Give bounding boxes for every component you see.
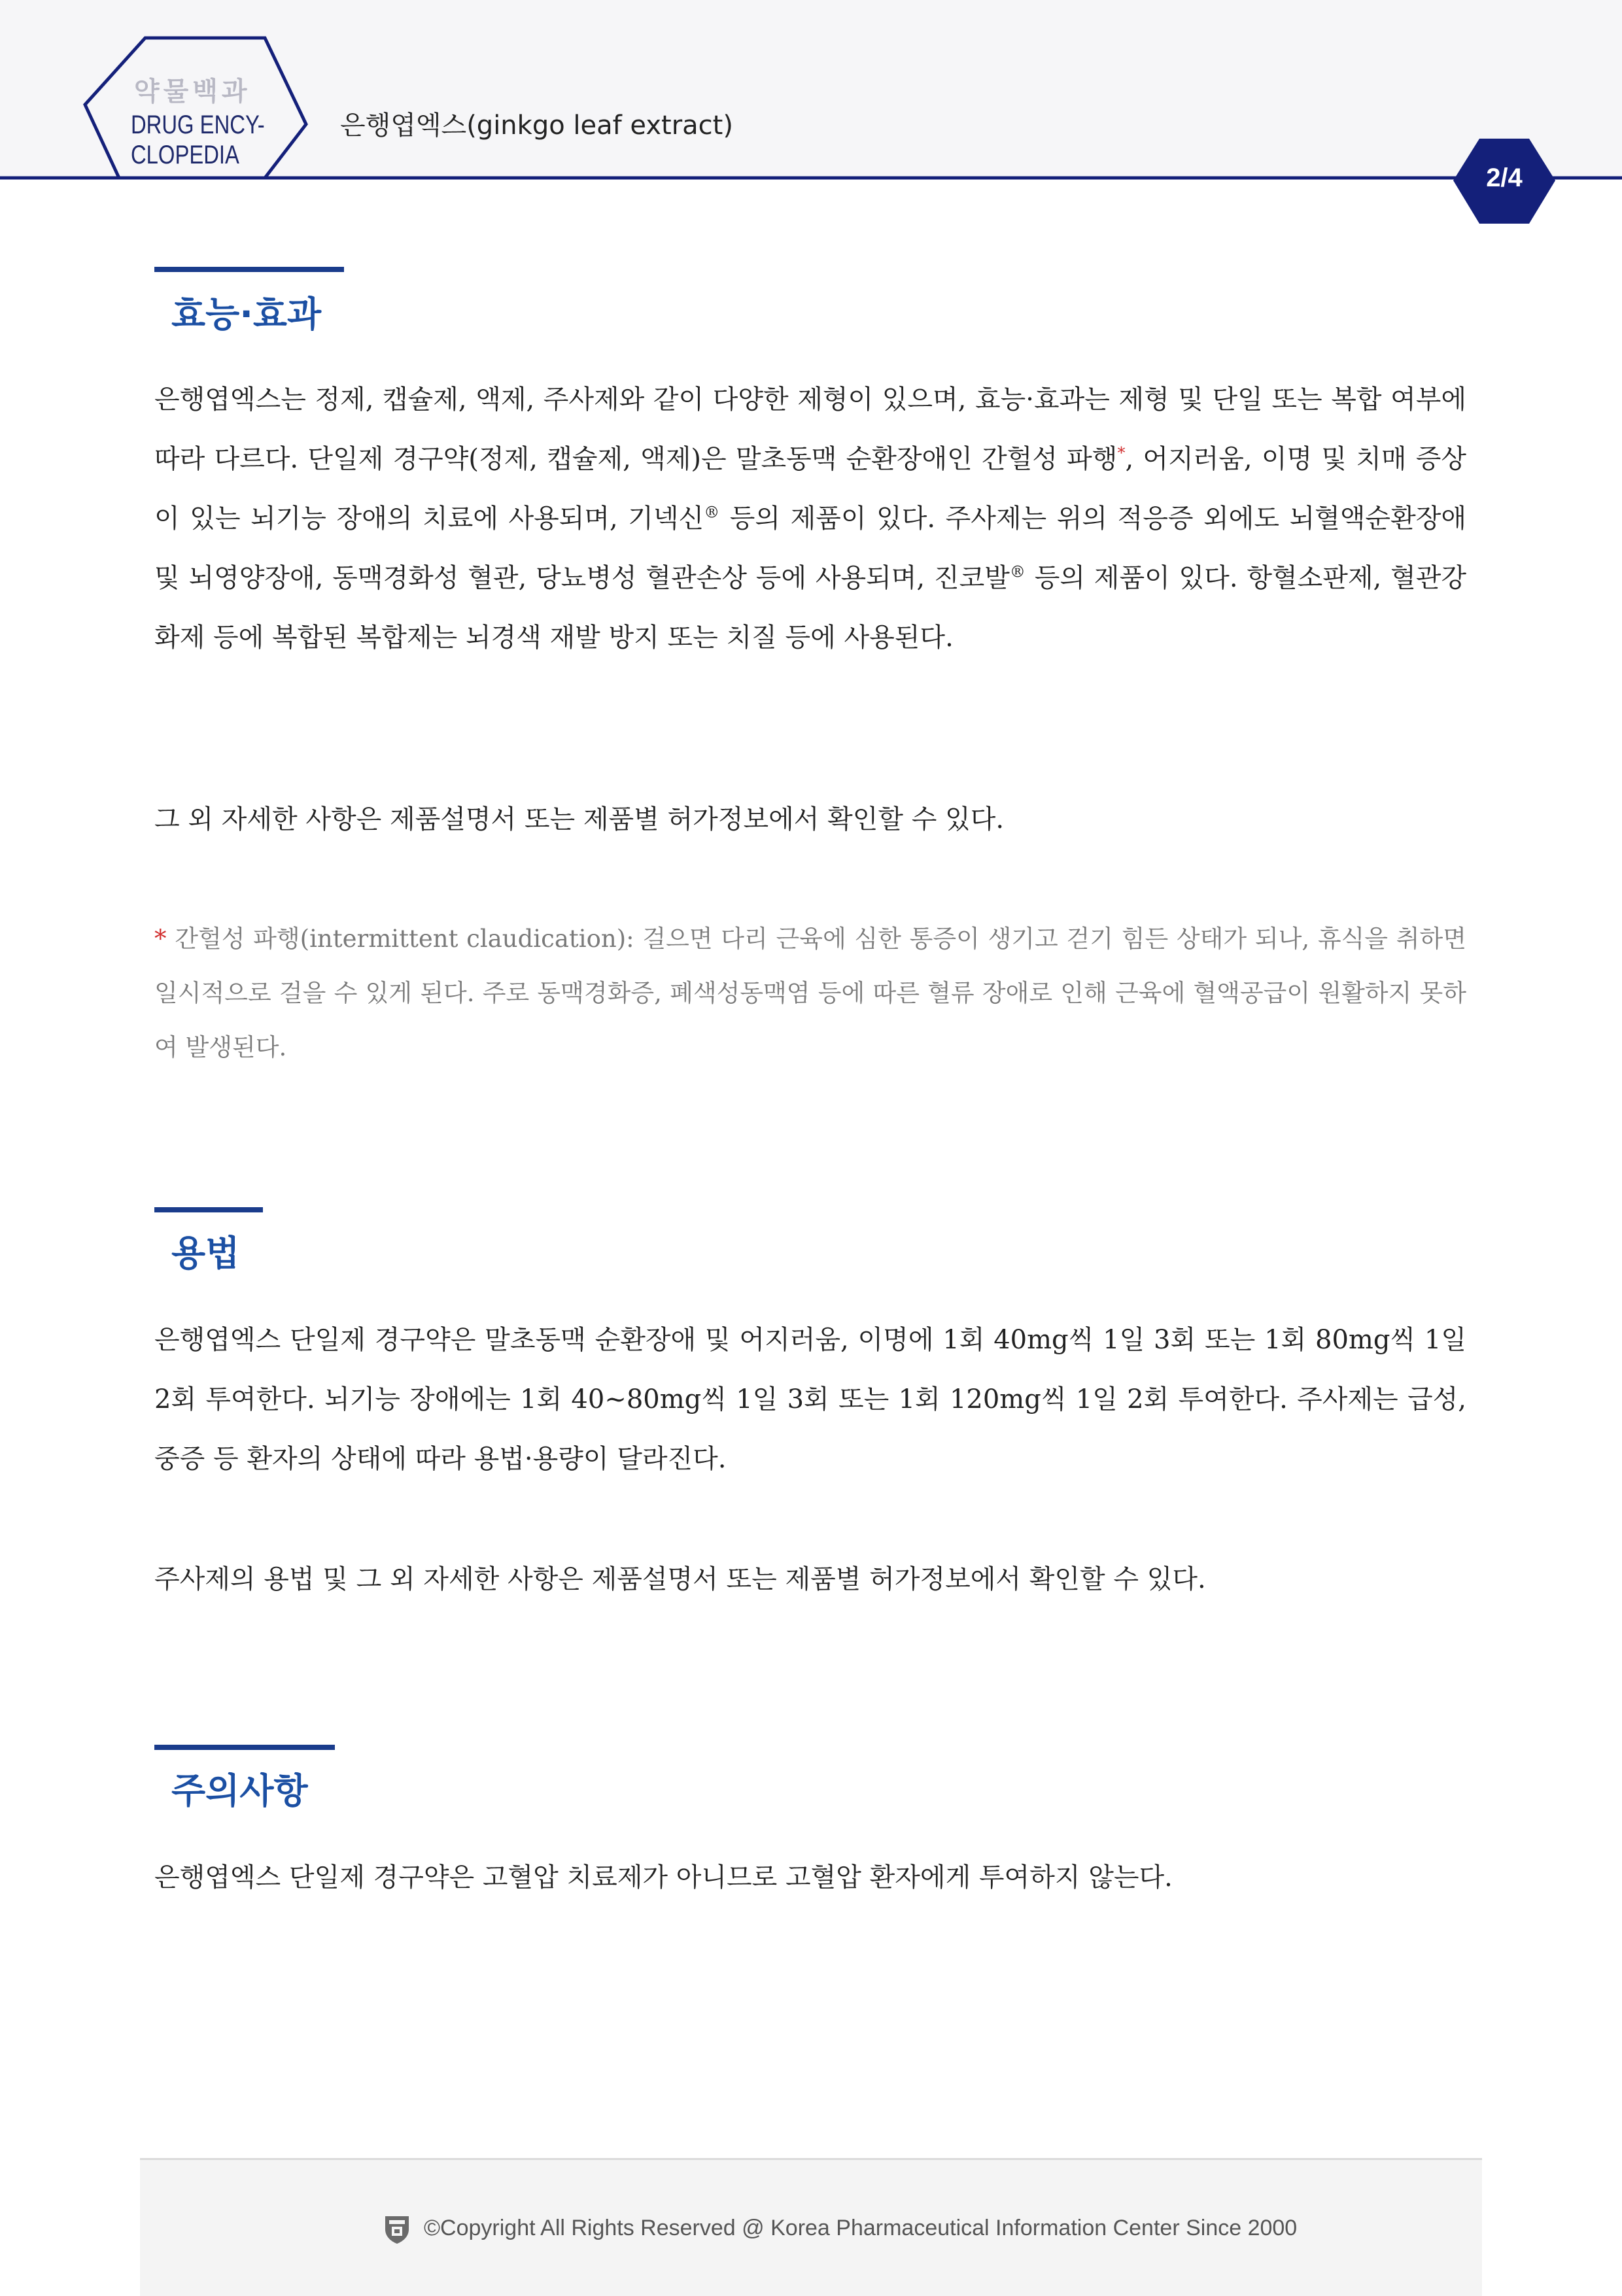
kpic-emblem-icon [383,2214,411,2245]
dosage-reference-paragraph: 주사제의 용법 및 그 외 자세한 사항은 제품설명서 또는 제품별 허가정보에서 확인할 수 있다. [154,1564,1206,1594]
logo-english [131,110,270,170]
logo-english-line2: CLOPEDIA [131,141,239,169]
page-number: 2/4 [1486,163,1523,192]
registered-mark: ® [1009,562,1026,581]
footnote-marker: * [1117,443,1126,462]
document-title: 은행엽엑스(ginkgo leaf extract) [340,111,733,141]
efficacy-text-b: , 어지러움, 이명 및 치매 증상이 있는 뇌기능 장애의 치료에 사용되며, 기넥신 [154,444,1466,534]
section-bar-dosage [154,1207,263,1212]
precautions-paragraph: 은행엽엑스 단일제 경구약은 고혈압 치료제가 아니므로 고혈압 환자에게 투여하지 않는다. [154,1862,1173,1893]
dosage-paragraph: 은행엽엑스 단일제 경구약은 말초동맥 순환장애 및 어지러움, 이명에 1회 40mg씩 1일 3회 또는 1회 80mg씩 1일 2회 투여한다. 뇌기능 장애에는 1회 40~80mg씩 1일 3회 또는 1회 120mg씩 1일 2회 투여한다. 주사제는 급성, 중증 등 환자의 상태에 따라 용법·용량이 달라진다. [154,1325,1466,1474]
logo-korean: 약물백과 [134,77,251,107]
footnote-star: * [154,925,167,953]
section-title-dosage: 용법 [171,1233,240,1274]
registered-mark: ® [704,503,720,522]
footnote [154,912,1466,1074]
section-title-precautions: 주의사항 [171,1770,308,1811]
efficacy-paragraph [154,370,1466,668]
section-bar-precautions [154,1745,335,1750]
copyright-text: ©Copyright All Rights Reserved @ Korea Pharmaceutical Information Center Since 2000 [424,2216,1298,2240]
efficacy-text-c: 등의 제품이 있다. 주사제는 위의 적응증 외에도 뇌혈액순환장애 및 뇌영양장애, 동맥경화성 혈관, 당뇨병성 혈관손상 등에 사용되며, 진코발 [154,504,1466,593]
efficacy-text-a: 은행엽엑스는 정제, 캡슐제, 액제, 주사제와 같이 다양한 제형이 있으며, 효능·효과는 제형 및 단일 또는 복합 여부에 따라 다르다. 단일제 경구약(정제, 캡슐제, 액제)은 말초동맥 순환장애인 간헐성 파행 [154,385,1466,474]
logo-english-line1: DRUG ENCY- [131,111,265,139]
efficacy-text-d: 등의 제품이 있다. 항혈소판제, 혈관강화제 등에 복합된 복합제는 뇌경색 재발 방지 또는 치질 등에 사용된다. [154,563,1467,653]
section-title-efficacy: 효능·효과 [171,294,322,335]
section-bar-efficacy [154,267,344,272]
efficacy-reference-paragraph: 그 외 자세한 사항은 제품설명서 또는 제품별 허가정보에서 확인할 수 있다. [154,804,1005,834]
footnote-text: 간헐성 파행(intermittent claudication): 걸으면 다리 근육에 심한 통증이 생기고 걷기 힘든 상태가 되나, 휴식을 취하면 일시적으로 걸을 수 있게 된다. 주로 동맥경화증, 폐색성동맥염 등에 따른 혈류 장애로 인해 근육에 혈액공급이 원활하지 못하여 발생된다. [154,925,1466,1061]
